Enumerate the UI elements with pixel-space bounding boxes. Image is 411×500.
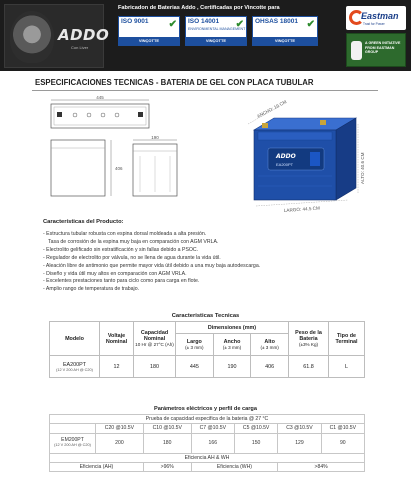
cert-footer: VINÇOTTE: [119, 37, 179, 45]
emblem-icon: [351, 41, 362, 60]
cell-ancho: 190: [213, 356, 251, 378]
terminal-icon: [57, 112, 62, 117]
cert-name: ISO 9001: [121, 18, 149, 25]
gel-badge: [310, 152, 320, 166]
cell-terminal: L: [329, 356, 365, 378]
col-dimensiones: Dimensiones (mm): [176, 322, 289, 334]
battery-3d-render: [228, 96, 378, 214]
check-icon: ✔: [168, 19, 177, 30]
rate-header: C5 @10.5V: [234, 424, 277, 433]
cell-model: [50, 433, 96, 453]
table-row: [50, 356, 365, 378]
col-voltaje: Voltaje Nominal: [100, 322, 134, 356]
cell-voltaje: 12: [100, 356, 134, 378]
model-sub: (12 V 200 AH @ C20): [54, 443, 91, 448]
col-modelo: Modelo: [50, 322, 100, 356]
capacidad-label: Capacidad Nominal: [140, 330, 169, 342]
cert-subtitle: ENVIRONMENTAL MANAGEMENT: [188, 27, 246, 31]
cert-iso14001: [185, 16, 247, 46]
spec-table: [49, 321, 365, 378]
model-name: EA200PT: [62, 361, 87, 368]
rate-value: 200: [96, 433, 144, 453]
front-height-label: 406: [115, 166, 123, 171]
terminal-icon: [320, 120, 326, 125]
battery-brand: ADDO: [276, 153, 296, 160]
eff-wh-label: Eficiencia (WH): [191, 462, 278, 471]
cell-modelo: [50, 356, 100, 378]
battery-outline: [51, 104, 149, 128]
alto-sub: (± 3 mm): [260, 345, 279, 350]
table-header-row: [50, 322, 365, 334]
col-capacidad: [134, 322, 176, 356]
efficiency-title: Eficiencia AH & WH: [50, 453, 365, 462]
model-sub: (12 V 200 AH @ C20): [56, 367, 93, 372]
header-band: [0, 0, 411, 71]
front-view-outline: [51, 140, 105, 196]
capacidad-sub: 10 Hr @ 27°C (Ah): [135, 342, 174, 347]
partner-name: Eastman: [361, 11, 399, 21]
top-width-label: 445: [96, 96, 104, 100]
terminal-icon: [138, 112, 143, 117]
green-initiative-badge: [346, 33, 406, 67]
ancho-label: Ancho: [223, 339, 241, 345]
cert-footer: VINÇOTTE: [253, 37, 317, 45]
cert-footer: VINÇOTTE: [186, 37, 246, 45]
largo-label: LARGO: 44.5 CM: [283, 205, 320, 213]
front-width-label: 190: [151, 136, 159, 140]
alto-label: ALTO: 40.6 CM: [360, 152, 365, 184]
partner-tagline: Trust for Power: [363, 22, 385, 26]
vent-icon: [73, 113, 77, 117]
peso-label: Peso de la Bateria: [295, 330, 322, 342]
blank-cell: [50, 424, 96, 433]
addo-logo: [4, 4, 110, 68]
header-title: Fabricadon de Baterias Addo , Certificadas por Vincotte para: [118, 5, 280, 11]
table-row: [50, 415, 365, 424]
list-item: - Electrolito gelificado sin estratificación y sin fallas debido a PSOC.: [43, 246, 199, 253]
rate-header: C3 @10.5V: [278, 424, 321, 433]
rate-header: C1 @10.5V: [321, 424, 364, 433]
alto-label: Alto: [264, 339, 275, 345]
lion-icon: [10, 11, 54, 63]
battery-model: EA200PT: [276, 162, 294, 167]
eastman-logo: [346, 6, 406, 30]
eff-ah-value: >96%: [143, 462, 191, 471]
page-title: ESPECIFICACIONES TECNICAS - BATERIA DE GEL CON PLACA TUBULAR: [35, 78, 314, 87]
rate-value: 180: [143, 433, 191, 453]
ancho-label: ANCHO: 19 CM: [256, 99, 288, 119]
list-item: - Amplio rango de temperatura de trabajo.: [43, 286, 140, 293]
features-list: [43, 231, 260, 294]
cert-name: ISO 14001: [188, 18, 220, 25]
rate-value: 90: [321, 433, 364, 453]
cell-alto: 406: [251, 356, 289, 378]
cert-ohsas18001: [252, 16, 318, 46]
badge-text: A GREEN INITIATIVE FROM EASTMAN GROUP: [365, 41, 401, 55]
cert-name: OHSAS 18001: [255, 18, 298, 25]
vent-icon: [115, 113, 119, 117]
lid-outline: [54, 107, 146, 125]
title-divider: [32, 90, 378, 91]
eff-wh-value: >84%: [278, 462, 365, 471]
dimension-line: [256, 200, 348, 206]
brand-tagline: Con Liver: [71, 45, 89, 50]
rate-value: 166: [191, 433, 234, 453]
table-row: [50, 433, 365, 453]
features-title: Características del Producto:: [43, 219, 124, 225]
col-terminal: Tipo de Terminal: [329, 322, 365, 356]
elec-subcaption: Prueba de capacidad especifica de la bateria @ 27 °C: [50, 415, 365, 424]
table-row: [50, 462, 365, 471]
front-side-drawing: [45, 136, 185, 202]
cert-iso9001: [118, 16, 180, 46]
spec-table-caption: Caracteristicas Tecnicas: [171, 313, 240, 319]
cell-capacidad: 180: [134, 356, 176, 378]
rate-header: C10 @10.5V: [143, 424, 191, 433]
col-largo: [176, 334, 214, 356]
eff-ah-label: Eficiencia (AH): [50, 462, 144, 471]
table-row: [50, 453, 365, 462]
top-view-drawing: [45, 96, 155, 132]
model-name: EM200PT: [61, 436, 84, 443]
rate-header: C7 @10.5V: [191, 424, 234, 433]
largo-sub: (± 3 mm): [185, 345, 204, 350]
battery-side-face: [336, 118, 356, 200]
elec-table-caption: Parámetros eléctricos y perfil de carga: [154, 406, 257, 412]
rate-value: 150: [234, 433, 277, 453]
ancho-sub: (± 3 mm): [222, 345, 242, 350]
vent-icon: [101, 113, 105, 117]
largo-label: Largo: [186, 339, 202, 345]
cell-largo: 445: [176, 356, 214, 378]
elec-table: [49, 414, 365, 472]
table-header-row: [50, 424, 365, 433]
battery-lid: [258, 132, 332, 140]
rate-header: C20 @10.5V: [96, 424, 144, 433]
peso-sub: (±3% Kg): [298, 342, 319, 347]
vent-icon: [87, 113, 91, 117]
list-item: - Estructura tubular robusta con espina dorsal moldeada a alta presión.: [43, 231, 207, 237]
cell-peso: 61.8: [289, 356, 329, 378]
col-ancho: [213, 334, 251, 356]
col-alto: [251, 334, 289, 356]
list-item: - Excelentes prestaciones tanto para ciclo como para carga en flote.: [43, 278, 200, 285]
list-item: - Regulador de electrolito por válvula, no se llena de agua durante la vida útil.: [43, 254, 221, 261]
list-item: Tasa de corrosión de la espina muy baja en comparación con AGM VRLA.: [48, 238, 219, 245]
check-icon: ✔: [235, 19, 244, 30]
check-icon: ✔: [306, 19, 315, 30]
list-item: - Diseño y vida útil muy altos en comparación con AGM VRLA.: [43, 270, 187, 277]
brand-name: ADDO: [58, 26, 110, 44]
rate-value: 129: [278, 433, 321, 453]
list-item: - Aleación libre de antimonio que permite mayor vida útil debido a una muy baja autodescarga.: [43, 262, 261, 269]
terminal-icon: [262, 123, 268, 128]
col-peso: [289, 322, 329, 356]
